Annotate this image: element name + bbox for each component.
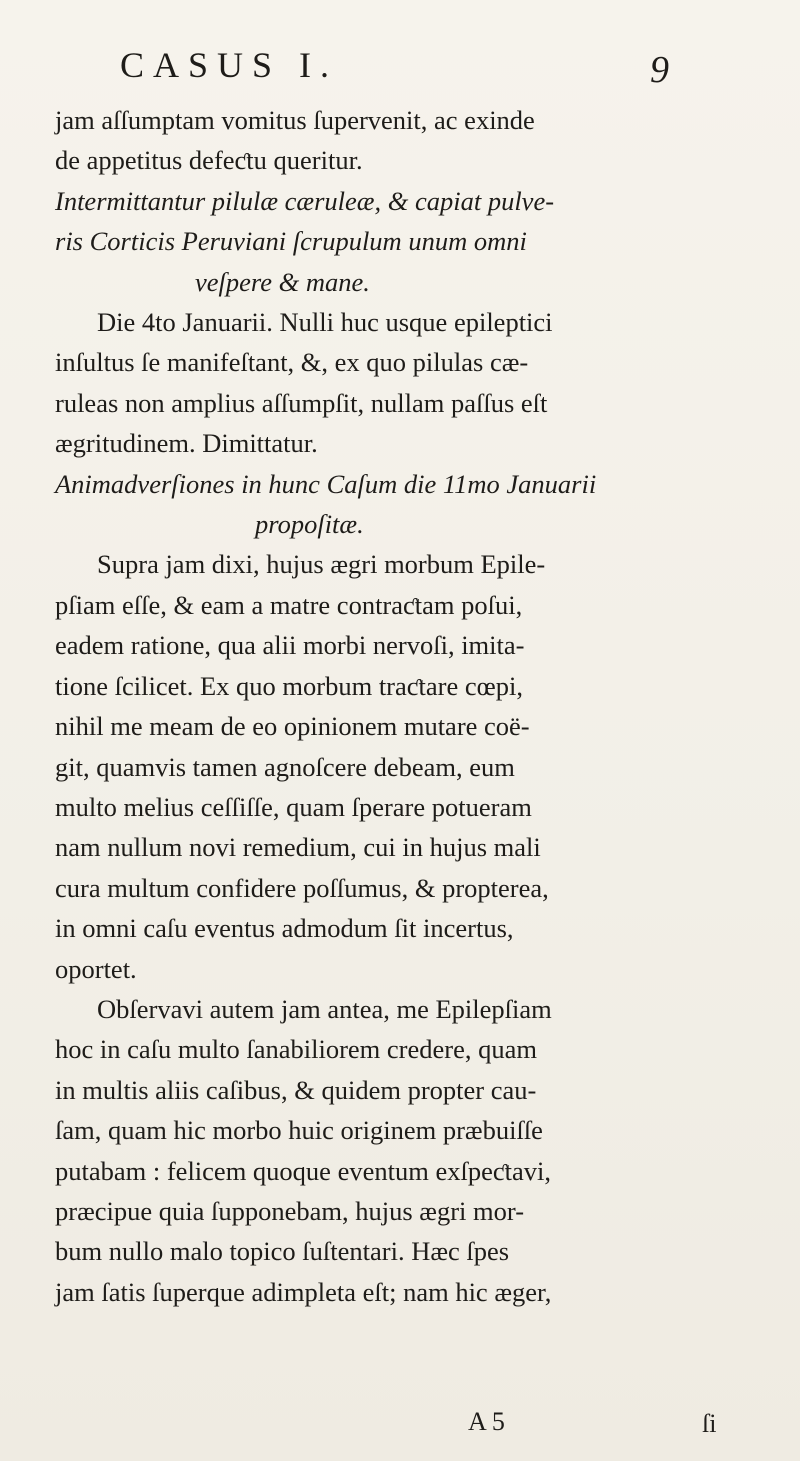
text-line: ruleas non amplius aſſumpſit, nullam paſſus eſt (55, 387, 548, 418)
page-header (0, 44, 800, 94)
section-heading: Animadverſiones in hunc Caſum die 11mo Januarii (55, 468, 597, 499)
catchword: ſi (702, 1409, 717, 1438)
text-line: putabam : felicem quoque eventum exſpeƈtavi, (55, 1155, 551, 1186)
text-line: ægritudinem. Dimittatur. (55, 428, 318, 459)
text-line: nam nullum novi remedium, cui in hujus mali (55, 832, 541, 863)
text-line: multo melius ceſſiſſe, quam ſperare potueram (55, 791, 532, 822)
text-line: jam ſatis ſuperque adimpleta eſt; nam hic æger, (55, 1276, 552, 1307)
text-line: Die 4to Januarii. Nulli huc usque epileptici (97, 307, 553, 338)
text-line: hoc in caſu multo ſanabiliorem credere, quam (55, 1034, 537, 1065)
signature-mark: A 5 (468, 1407, 505, 1436)
section-heading-continued: propoſitæ. (255, 509, 364, 540)
prescription-line: ris Corticis Peruviani ſcrupulum unum omni (55, 226, 527, 257)
text-line: præcipue quia ſupponebam, hujus ægri mor- (55, 1195, 525, 1226)
text-line: in omni caſu eventus admodum ſit incertus, (55, 913, 514, 944)
page-footer (0, 1407, 800, 1447)
text-line: eadem ratione, qua alii morbi nervoſi, imita- (55, 630, 525, 661)
text-line: jam aſſumptam vomitus ſupervenit, ac exinde (55, 105, 535, 135)
text-line: Supra jam dixi, hujus ægri morbum Epile- (97, 549, 546, 580)
text-line: bum nullo malo topico ſuſtentari. Hæc ſpes (55, 1236, 510, 1267)
text-line: de appetitus defeƈtu queritur. (55, 145, 363, 176)
running-head: CASUS I. (120, 45, 339, 85)
text-line: git, quamvis tamen agnoſcere debeam, eum (55, 751, 515, 782)
text-line: Obſervavi autem jam antea, me Epilepſiam (97, 993, 552, 1024)
page-number: 9 (650, 49, 669, 91)
text-line: pſiam eſſe, & eam a matre contraƈtam poſui, (55, 589, 523, 620)
text-line: ſam, quam hic morbo huic originem præbuiſſe (55, 1115, 543, 1146)
text-line: tione ſcilicet. Ex quo morbum traƈtare cœpi, (55, 670, 524, 701)
body-text (55, 100, 755, 1312)
text-line: nihil me meam de eo opinionem mutare coë- (55, 711, 530, 742)
prescription-line: Intermittantur pilulæ cæruleæ, & capiat pulve- (55, 185, 555, 216)
text-line: inſultus ſe manifeſtant, &, ex quo pilulas cæ- (55, 347, 529, 378)
prescription-line: veſpere & mane. (195, 266, 370, 297)
text-line: cura multum confidere poſſumus, & propterea, (55, 872, 549, 903)
text-line: oportet. (55, 953, 137, 984)
text-line: in multis aliis caſibus, & quidem propter cau- (55, 1074, 537, 1105)
